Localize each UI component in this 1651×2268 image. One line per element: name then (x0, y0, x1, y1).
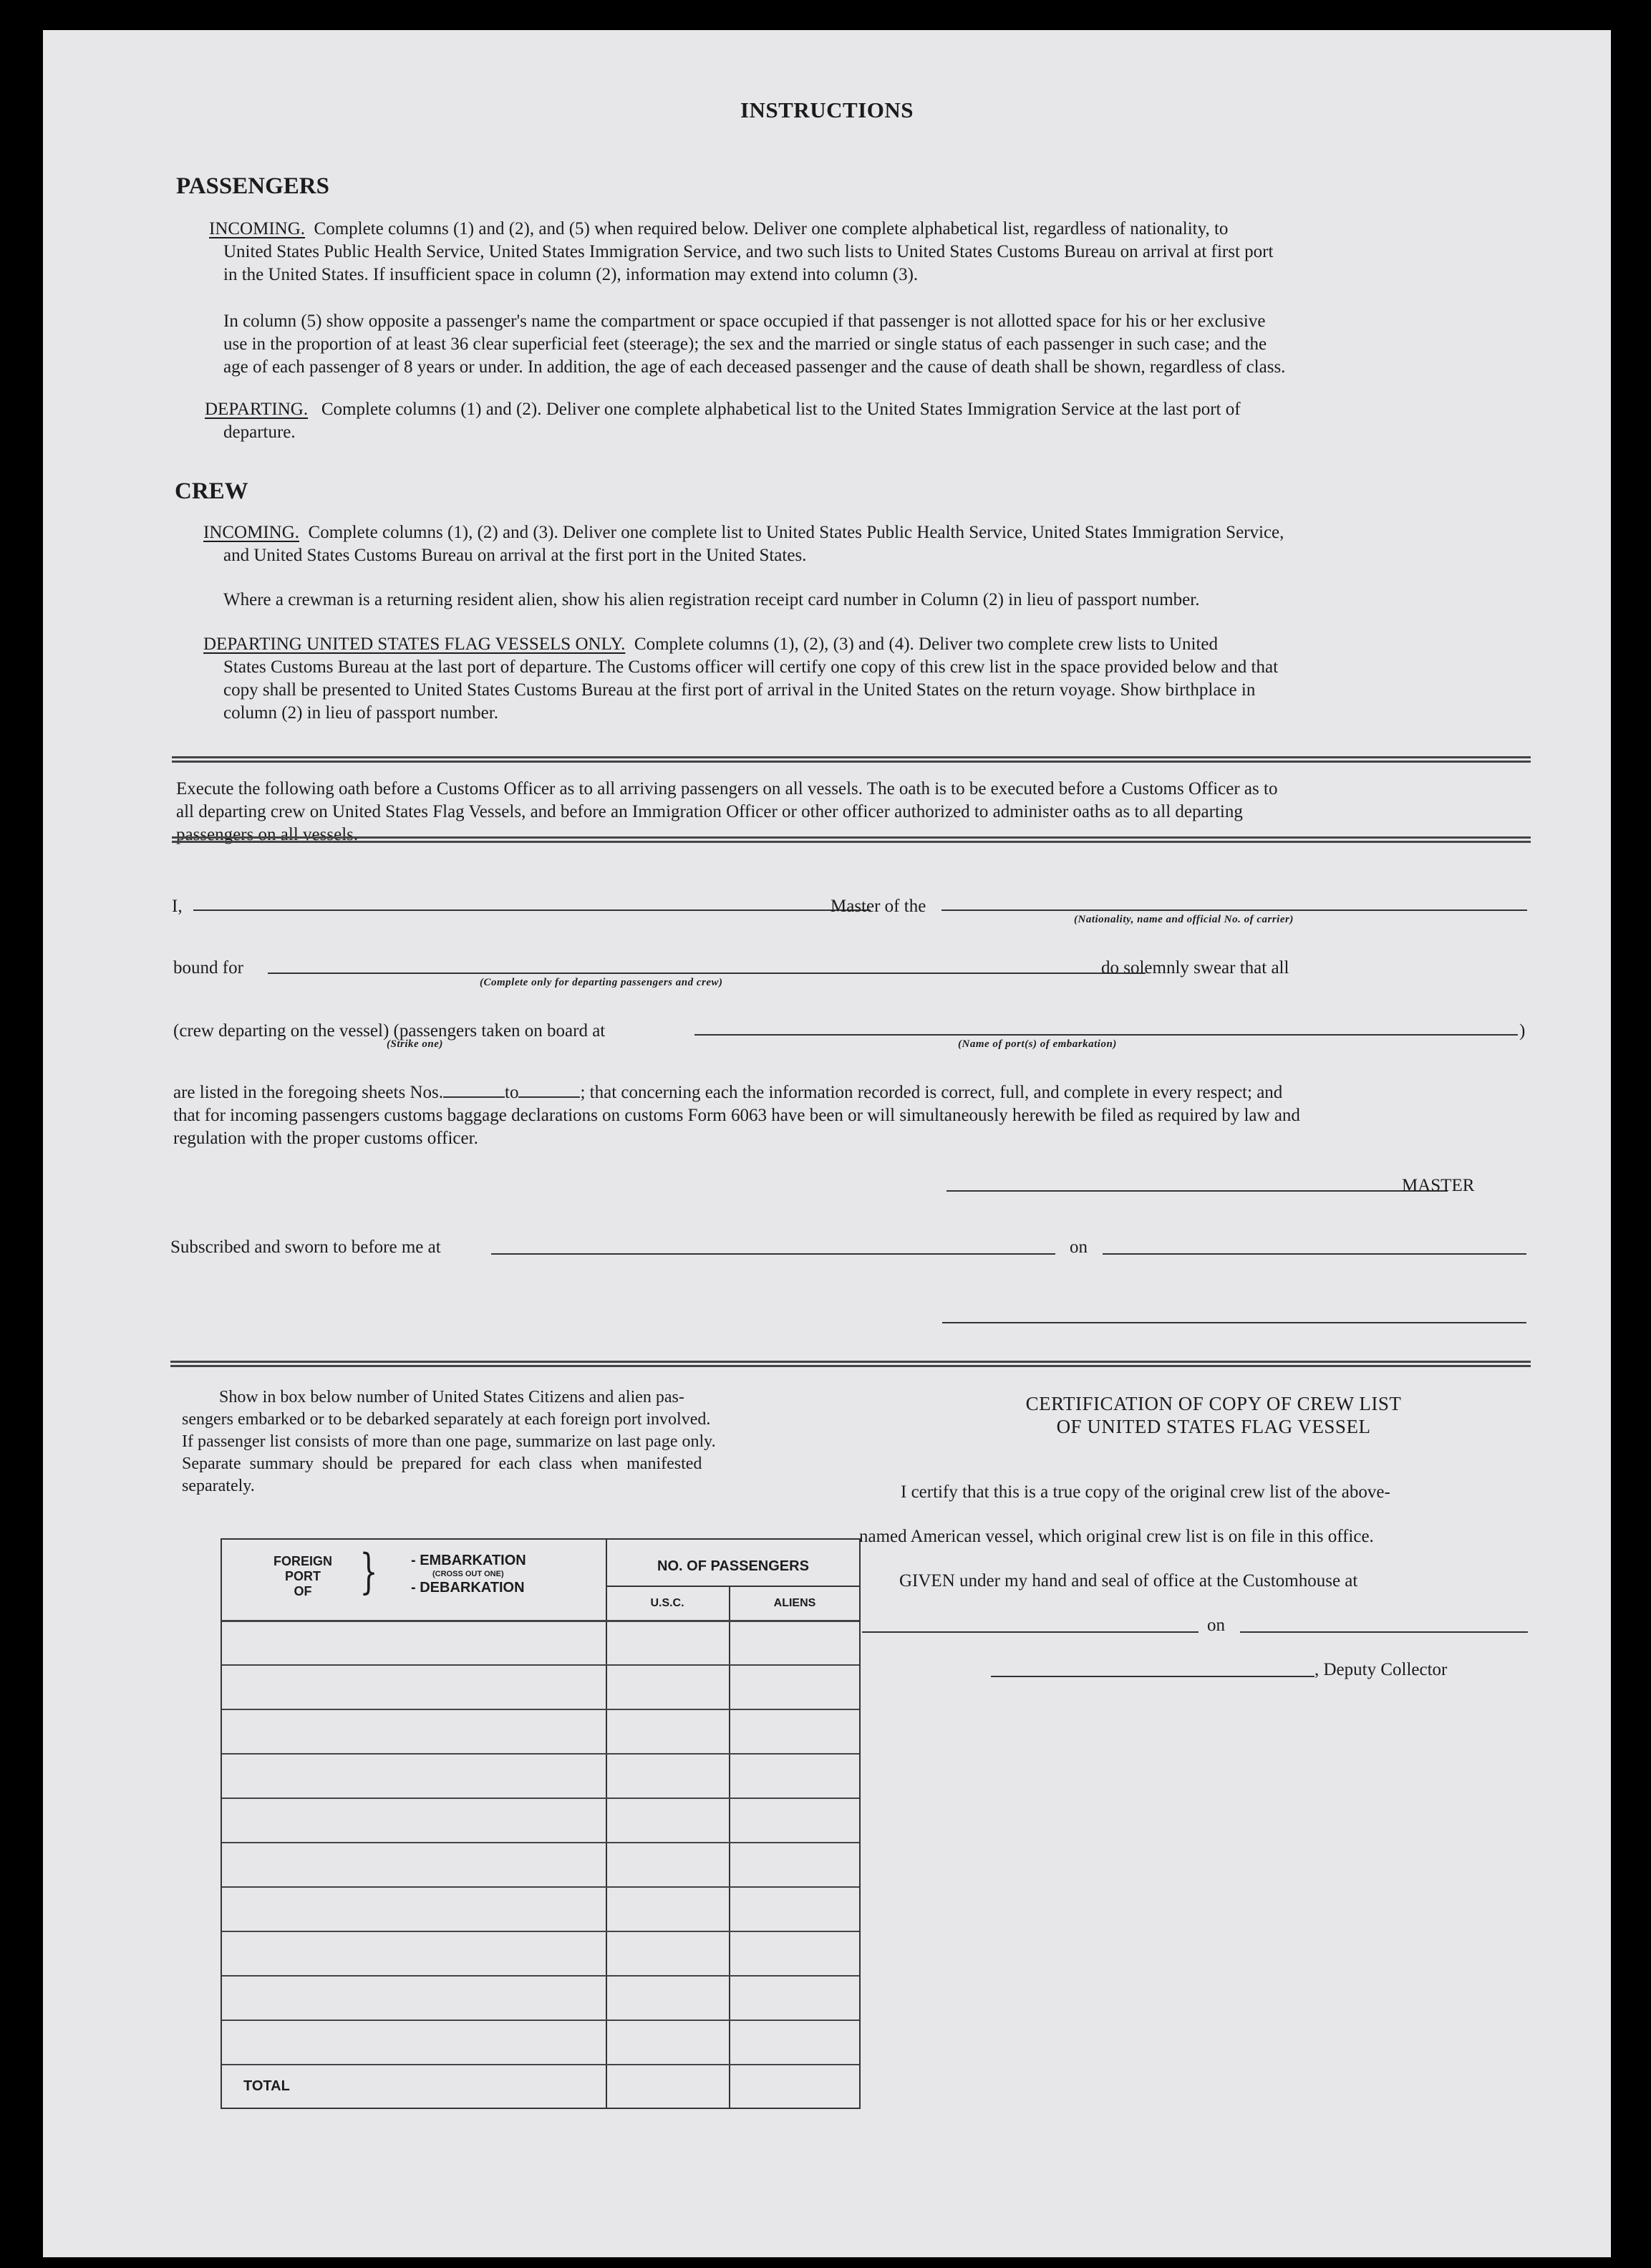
bound-caption: (Complete only for departing passengers and crew) (480, 977, 723, 988)
master-signature-field[interactable] (946, 1190, 1448, 1192)
sworn-date-field[interactable] (1103, 1253, 1526, 1255)
table-row-line (222, 1753, 859, 1755)
table-row-line (222, 1709, 859, 1710)
crew-departing-line-4: column (2) in lieu of passport number. (223, 703, 498, 723)
table-header-subline (606, 1586, 859, 1587)
crew-departing-label: DEPARTING UNITED STATES FLAG VESSELS ONLY. (203, 634, 626, 654)
crew-incoming-label: INCOMING. (203, 523, 300, 542)
aliens-label: ALIENS (773, 1597, 816, 1609)
table-col-divider-1 (606, 1540, 607, 2108)
total-label: TOTAL (243, 2078, 290, 2094)
summary-line-4: Separate summary should be prepared for each class when manifested (182, 1454, 702, 1473)
divider-3 (170, 1361, 1531, 1367)
master-label: MASTER (1402, 1176, 1475, 1195)
crew-incoming (203, 521, 1528, 567)
table-row-line (222, 1886, 859, 1888)
bound-for-label: bound for (173, 958, 243, 978)
listed-line-2: that for incoming passengers customs baggage declarations on customs Form 6063 have been or will simultaneously herewith be filed as required by law and (173, 1106, 1300, 1125)
column5-line-3: age of each passenger of 8 years or under. In addition, the age of each deceased passenger and the cause of death shall be shown, regardless of class. (223, 357, 1286, 377)
strike-one-caption: (Strike one) (387, 1038, 443, 1050)
table-row-line (222, 1975, 859, 1977)
crew-heading: CREW (175, 478, 248, 504)
page-title: INSTRUCTIONS (740, 97, 914, 122)
close-paren: ) (1519, 1021, 1526, 1041)
port-caption: (Name of port(s) of embarkation) (958, 1038, 1117, 1050)
certify-line-2: named American vessel, which original crew list is on file in this office. (859, 1527, 1374, 1546)
incoming-line-3: in the United States. If insufficient space in column (2), information may extend into column (3). (223, 265, 919, 284)
subscribed-label: Subscribed and sworn to before me at (170, 1237, 441, 1257)
embarkation-label: - EMBARKATION (411, 1553, 526, 1568)
given-line: GIVEN under my hand and seal of office at the Customhouse at (899, 1571, 1358, 1591)
listed-paragraph (173, 1081, 1529, 1150)
crew-incoming-line-2: and United States Customs Bureau on arrival at the first port in the United States. (223, 546, 807, 565)
customhouse-field[interactable] (862, 1631, 1199, 1633)
crew-departing (203, 633, 1528, 725)
foreign-port-of-label: FOREIGN PORT OF (273, 1554, 332, 1598)
sheet-from-field[interactable] (443, 1096, 505, 1098)
passengers-column5 (223, 310, 1528, 379)
officer-signature-field[interactable] (942, 1322, 1526, 1323)
summary-line-3: If passenger list consists of more than one page, summarize on last page only. (182, 1432, 716, 1451)
brace-icon: } (359, 1544, 378, 1599)
divider-2 (172, 836, 1531, 843)
debarkation-label: - DEBARKATION (411, 1580, 525, 1596)
deputy-signature-field[interactable] (991, 1676, 1314, 1677)
passengers-departing (205, 398, 1528, 444)
passengers-incoming-label: INCOMING. (209, 219, 306, 238)
table-row-line (222, 1620, 859, 1622)
table-row-line (222, 1797, 859, 1799)
crew-incoming-line-1: INCOMING. Complete columns (1), (2) and (3). Deliver one complete list to United States Public Health Service, United States Immigration Service, (203, 523, 1284, 542)
table-row-line (222, 2064, 859, 2065)
carrier-caption: (Nationality, name and official No. of carrier) (1074, 914, 1294, 925)
column5-line-1: In column (5) show opposite a passenger's name the compartment or space occupied if that passenger is not allotted space for his or her exclusive (223, 312, 1266, 331)
oath-instructions-line-1: Execute the following oath before a Customs Officer as to all arriving passengers on all vessels. The oath is to be executed before a Customs Officer as to (176, 779, 1278, 798)
cert-date-field[interactable] (1240, 1631, 1528, 1633)
embarkation-port-field[interactable] (694, 1034, 1518, 1036)
summary-line-5: separately. (182, 1477, 255, 1495)
no-passengers-label: NO. OF PASSENGERS (657, 1558, 809, 1574)
listed-line-3: regulation with the proper customs officer. (173, 1129, 478, 1148)
passengers-incoming (209, 218, 1528, 286)
bound-for-field[interactable] (268, 973, 1146, 974)
table-row-line (222, 2020, 859, 2021)
listed-line-1: are listed in the foregoing sheets Nos. to ; that concerning each the information recorded is correct, full, and complete in every respect; and (173, 1083, 1283, 1102)
summary-instructions (182, 1386, 859, 1497)
crew-departing-label: (crew departing on the vessel) (passengers taken on board at (173, 1021, 606, 1041)
cert-on-label: on (1207, 1616, 1225, 1635)
departing-line-2: departure. (223, 423, 296, 442)
form-page (43, 30, 1611, 2257)
column5-line-2: use in the proportion of at least 36 clear superficial feet (steerage); the sex and the married or single status of each passenger in such case; and the (223, 334, 1267, 354)
passenger-summary-table (221, 1538, 861, 2109)
certify-line-1: I certify that this is a true copy of the original crew list of the above- (901, 1482, 1390, 1502)
summary-line-2: sengers embarked or to be debarked separately at each foreign port involved. (182, 1410, 711, 1429)
incoming-line-2: United States Public Health Service, United States Immigration Service, and two such lists to United States Customs Bureau on arrival at first port (223, 242, 1274, 261)
oath-i-label: I, (172, 897, 183, 916)
passengers-heading: PASSENGERS (176, 173, 329, 199)
table-row-line (222, 1664, 859, 1666)
table-row-line (222, 1842, 859, 1843)
crew-departing-line-3: copy shall be presented to United States Customs Bureau at the first port of arrival in the United States on the return voyage. Show birthplace in (223, 680, 1256, 700)
crew-resident-alien: Where a crewman is a returning resident alien, show his alien registration receipt card number in Column (2) in lieu of passport number. (223, 590, 1200, 609)
master-name-field[interactable] (193, 909, 871, 911)
crew-departing-line-1: DEPARTING UNITED STATES FLAG VESSELS ONLY. Complete columns (1), (2), (3) and (4). Deliver two complete crew lists to United (203, 634, 1218, 654)
departing-line-1: DEPARTING. Complete columns (1) and (2). Deliver one complete alphabetical list to the United States Immigration Service at the last port of (205, 400, 1241, 419)
carrier-field[interactable] (941, 909, 1527, 911)
swear-label: do solemnly swear that all (1101, 958, 1289, 978)
sworn-on-label: on (1070, 1237, 1088, 1257)
cross-out-label: (CROSS OUT ONE) (432, 1570, 504, 1578)
master-of-the-label: Master of the (831, 897, 926, 916)
table-row-line (222, 1931, 859, 1932)
sheet-to-field[interactable] (518, 1096, 580, 1098)
passengers-departing-label: DEPARTING. (205, 400, 309, 419)
certification-heading: CERTIFICATION OF COPY OF CREW LIST OF UNITED STATES FLAG VESSEL (1025, 1393, 1402, 1437)
sworn-place-field[interactable] (491, 1253, 1055, 1255)
usc-label: U.S.C. (650, 1597, 684, 1609)
divider-1 (172, 756, 1531, 763)
deputy-collector-label: , Deputy Collector (1314, 1660, 1448, 1679)
incoming-line-1: INCOMING. Complete columns (1) and (2), and (5) when required below. Deliver one complete alphabetical list, regardless of nationality, to (209, 219, 1229, 238)
oath-instructions-line-2: all departing crew on United States Flag Vessels, and before an Immigration Officer or other officer authorized to administer oaths as to all departing (176, 802, 1243, 821)
summary-line-1: Show in box below number of United States Citizens and alien pas- (219, 1388, 684, 1406)
oath-instructions-line-3: passengers on all vessels. (176, 825, 359, 844)
crew-departing-line-2: States Customs Bureau at the last port of departure. The Customs officer will certify one copy of this crew list in the space provided below and that (223, 657, 1279, 677)
